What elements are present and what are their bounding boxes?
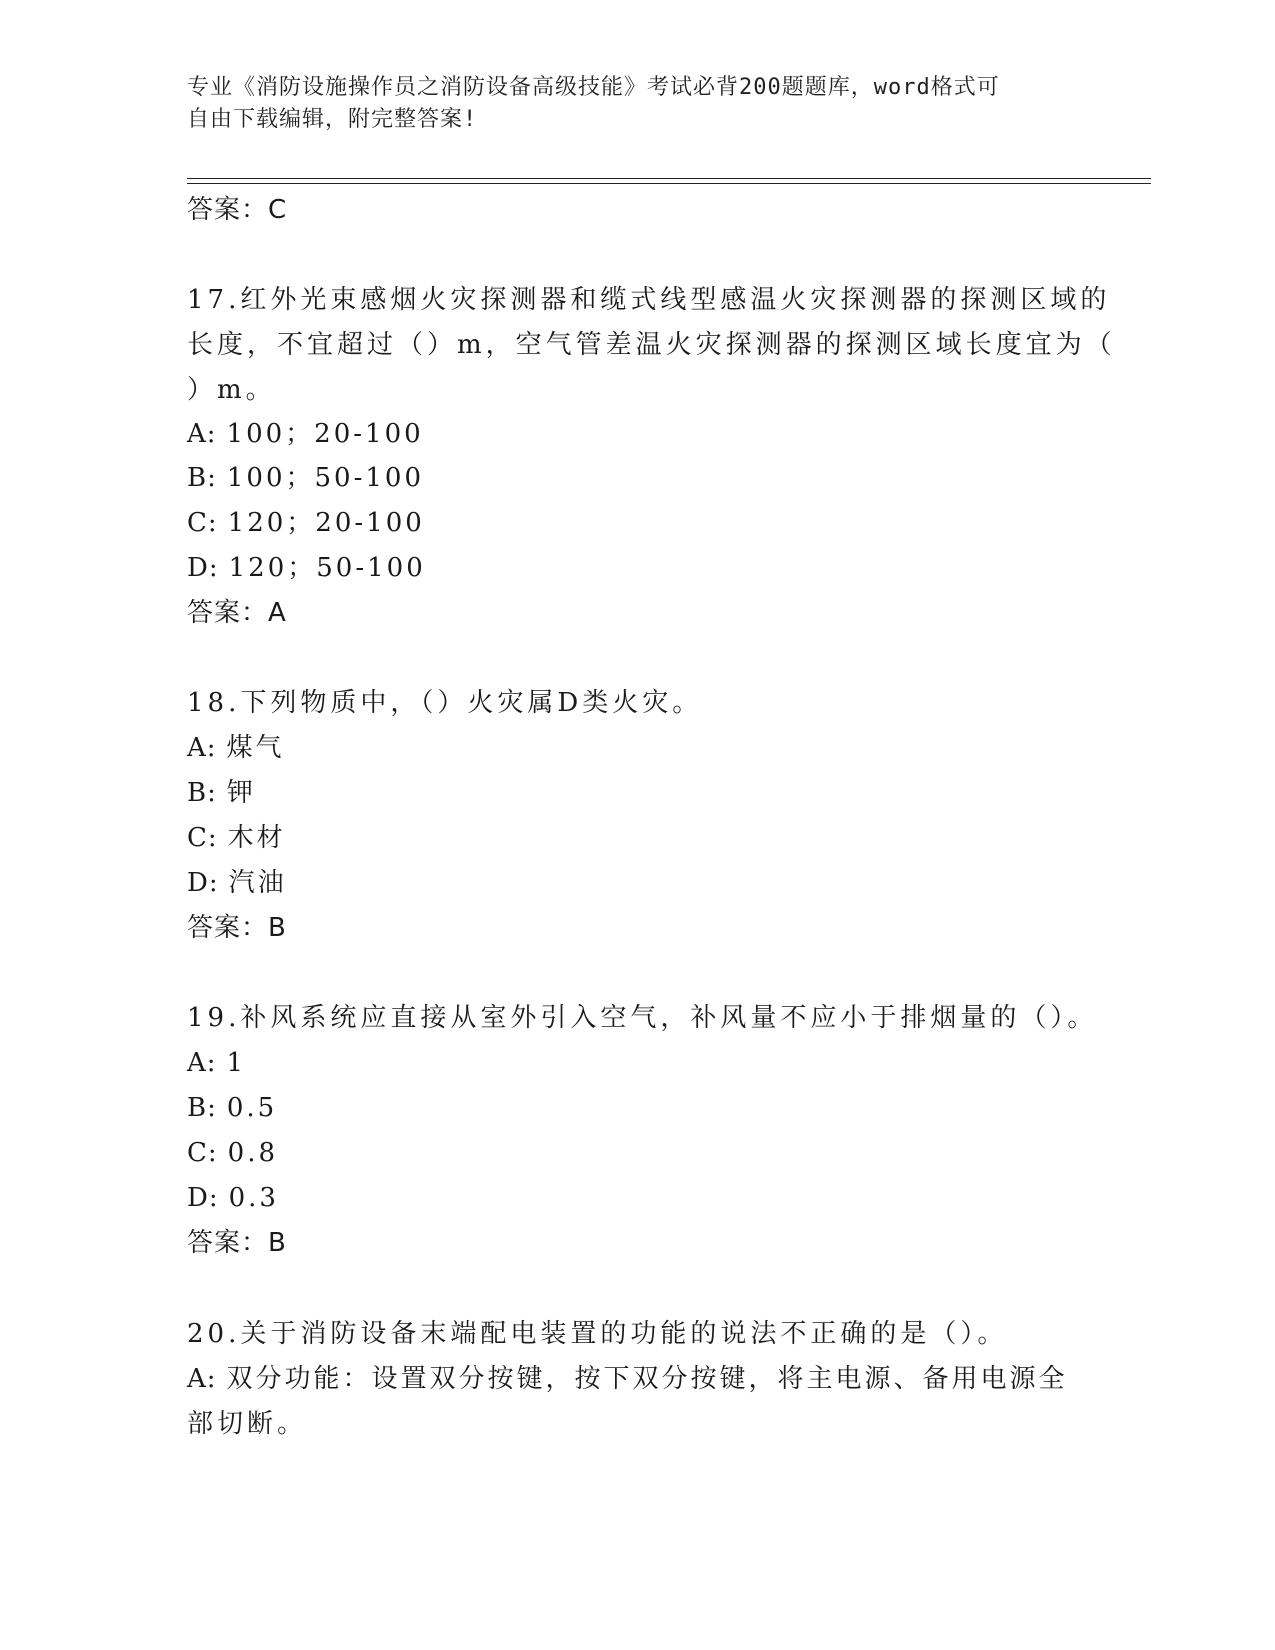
option-label: A:: [187, 1048, 217, 1078]
answer-line: 答案：B: [187, 1228, 287, 1258]
option-c: [187, 1135, 278, 1171]
option-label: D:: [187, 1183, 219, 1213]
question-stem-line: 20.关于消防设备末端配电装置的功能的说法不正确的是（）。: [187, 1319, 1008, 1349]
option-a: [187, 1045, 246, 1081]
option-text: 100；20-100: [226, 419, 424, 449]
option-c: [187, 820, 286, 856]
option-b: [187, 775, 256, 811]
option-label: C:: [187, 1138, 218, 1168]
answer-line: 答案：A: [187, 598, 287, 628]
header-line-1: 专业《消防设施操作员之消防设备高级技能》考试必背200题题库，word格式可: [187, 75, 1000, 100]
option-text: 煤气: [226, 733, 285, 763]
question-stem-line: 17.红外光束感烟火灾探测器和缆式线型感温火灾探测器的探测区域的: [187, 285, 1111, 315]
question-stem-line: ）m。: [187, 375, 276, 405]
option-a: [187, 730, 285, 766]
answer-line: 答案：C: [187, 195, 288, 225]
question-stem-line: 19.补风系统应直接从室外引入空气，补风量不应小于排烟量的（）。: [187, 1003, 1098, 1033]
option-b: [187, 1090, 277, 1126]
option-text: 汽油: [228, 868, 287, 898]
option-d: [187, 865, 287, 901]
option-text: 双分功能：设置双分按键，按下双分按键，将主电源、备用电源全: [226, 1364, 1068, 1394]
answer-line: 答案：B: [187, 913, 287, 943]
option-text: 120；50-100: [228, 553, 426, 583]
option-d: [187, 1180, 279, 1216]
option-c: [187, 505, 425, 541]
option-label: D:: [187, 868, 219, 898]
option-label: A:: [187, 1364, 217, 1394]
question-stem-line: 18.下列物质中，（）火灾属D类火灾。: [187, 688, 703, 718]
header-rule-bottom: [187, 183, 1151, 184]
option-label: C:: [187, 508, 218, 538]
option-continuation: 部切断。: [187, 1409, 308, 1439]
option-label: A:: [187, 733, 217, 763]
option-text: 120；20-100: [227, 508, 425, 538]
option-label: B:: [187, 778, 217, 808]
header-rule-top: [187, 178, 1151, 179]
option-a: [187, 1361, 1068, 1397]
option-text: 木材: [227, 823, 286, 853]
option-text: 钾: [226, 778, 256, 808]
option-b: [187, 460, 424, 496]
option-text: 0.8: [227, 1138, 279, 1168]
option-label: B:: [187, 1093, 217, 1123]
option-label: B:: [187, 463, 217, 493]
option-label: D:: [187, 553, 219, 583]
option-d: [187, 550, 426, 586]
question-stem-line: 长度，不宜超过（）m，空气管差温火灾探测器的探测区域长度宜为（: [187, 330, 1116, 360]
option-text: 0.3: [228, 1183, 279, 1213]
option-a: [187, 416, 424, 452]
option-label: C:: [187, 823, 218, 853]
header-line-2: 自由下载编辑，附完整答案!: [187, 107, 478, 132]
option-text: 1: [226, 1048, 247, 1078]
option-text: 100；50-100: [226, 463, 424, 493]
option-label: A:: [187, 419, 217, 449]
option-text: 0.5: [226, 1093, 278, 1123]
document-header: [187, 72, 1067, 136]
